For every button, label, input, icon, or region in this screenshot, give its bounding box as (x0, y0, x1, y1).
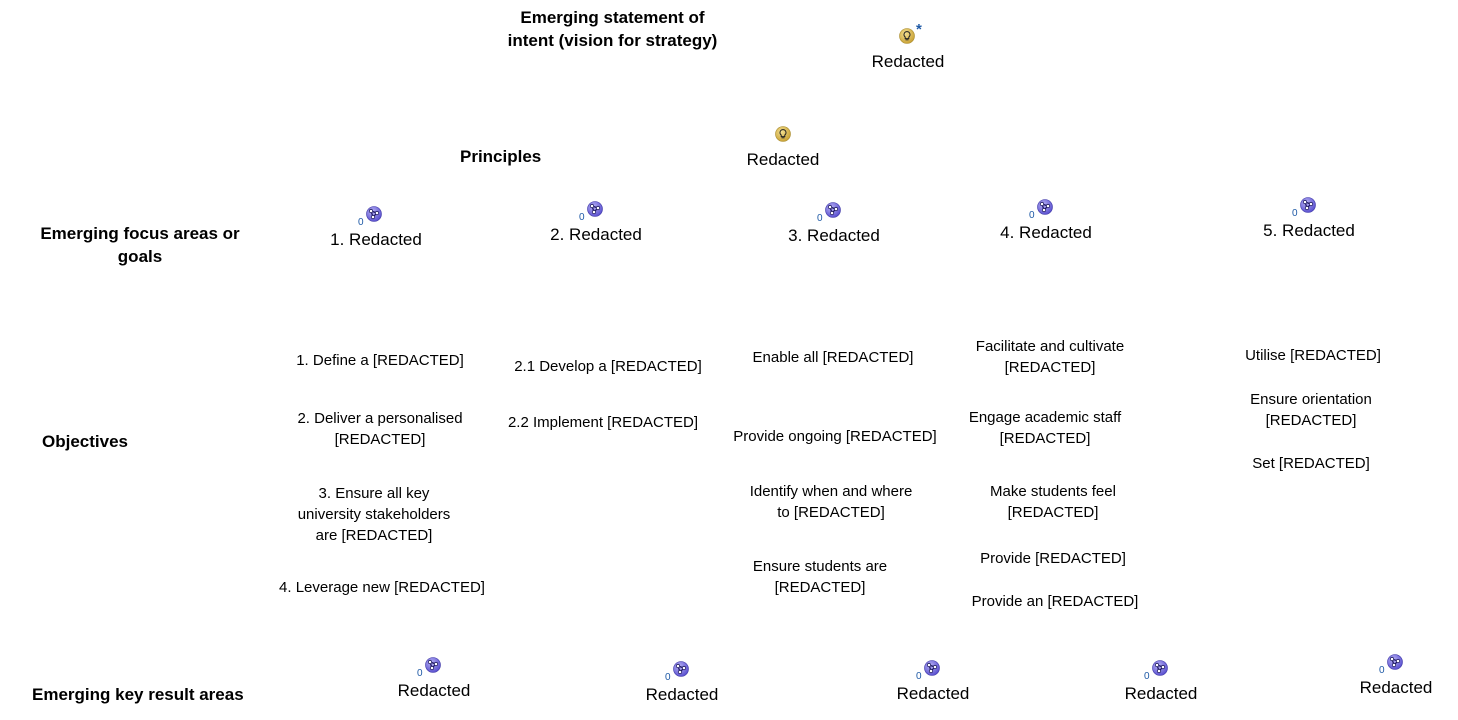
count-badge: 0 (1029, 210, 1035, 221)
network-icon (1037, 199, 1053, 215)
network-icon (924, 660, 940, 676)
vision-node-label: Redacted (871, 52, 945, 71)
kra-node-label: Redacted (645, 685, 719, 704)
network-icon (825, 202, 841, 218)
objectives-row-label: Objectives (42, 432, 128, 451)
network-icon (1300, 197, 1316, 213)
kra-node-label: Redacted (1359, 678, 1433, 697)
objective-item[interactable]: Facilitate and cultivate [REDACTED] (975, 338, 1125, 376)
kra-node-label: Redacted (397, 681, 471, 700)
kra-node-label: Redacted (896, 684, 970, 703)
objective-item[interactable]: Provide [REDACTED] (980, 550, 1126, 567)
lightbulb-icon (775, 126, 791, 142)
objective-item[interactable]: Identify when and where to [REDACTED] (749, 483, 913, 521)
objective-item[interactable]: Ensure students are [REDACTED] (752, 558, 888, 596)
count-badge: 0 (579, 212, 585, 223)
network-icon (673, 661, 689, 677)
focus-node-label: 3. Redacted (788, 226, 880, 245)
objective-item[interactable]: Engage academic staff [REDACTED] (968, 409, 1122, 447)
network-icon (1387, 654, 1403, 670)
objective-item[interactable]: Make students feel [REDACTED] (990, 483, 1116, 521)
network-icon (366, 206, 382, 222)
objective-item[interactable]: 2. Deliver a personalised [REDACTED] (297, 410, 463, 448)
count-badge: 0 (358, 217, 364, 228)
count-badge: 0 (916, 671, 922, 682)
count-badge: 0 (1379, 665, 1385, 676)
vision-marker: * (916, 21, 922, 38)
count-badge: 0 (1292, 208, 1298, 219)
objective-item[interactable]: 3. Ensure all key university stakeholders are [REDACTED] (297, 485, 451, 544)
objective-item[interactable]: Provide an [REDACTED] (971, 593, 1139, 610)
vision-row-label: Emerging statement of intent (vision for strategy) (507, 8, 718, 50)
objective-item[interactable]: 1. Define a [REDACTED] (296, 352, 464, 369)
focus-node-label: 5. Redacted (1263, 221, 1355, 240)
principles-row-label: Principles (460, 147, 542, 166)
lightbulb-icon (899, 28, 915, 44)
focus-node-label: 4. Redacted (1000, 223, 1092, 242)
count-badge: 0 (1144, 671, 1150, 682)
focus-node-label: 2. Redacted (550, 225, 642, 244)
network-icon (587, 201, 603, 217)
objective-item[interactable]: Set [REDACTED] (1252, 455, 1370, 472)
objective-item[interactable]: Provide ongoing [REDACTED] (733, 428, 937, 445)
objective-item[interactable]: Ensure orientation [REDACTED] (1250, 391, 1372, 429)
focus-row-label: Emerging focus areas or goals (40, 224, 240, 266)
network-icon (425, 657, 441, 673)
kra-row-label: Emerging key result areas (32, 685, 244, 704)
objective-item[interactable]: 2.1 Develop a [REDACTED] (514, 358, 702, 375)
objective-item[interactable]: Utilise [REDACTED] (1245, 347, 1381, 364)
count-badge: 0 (817, 213, 823, 224)
kra-node-label: Redacted (1124, 684, 1198, 703)
objective-item[interactable]: Enable all [REDACTED] (752, 349, 914, 366)
objective-item[interactable]: 2.2 Implement [REDACTED] (507, 414, 699, 431)
network-icon (1152, 660, 1168, 676)
count-badge: 0 (665, 672, 671, 683)
focus-node-label: 1. Redacted (330, 230, 422, 249)
objective-item[interactable]: 4. Leverage new [REDACTED] (279, 579, 485, 596)
count-badge: 0 (417, 668, 423, 679)
principles-node-label: Redacted (746, 150, 820, 169)
